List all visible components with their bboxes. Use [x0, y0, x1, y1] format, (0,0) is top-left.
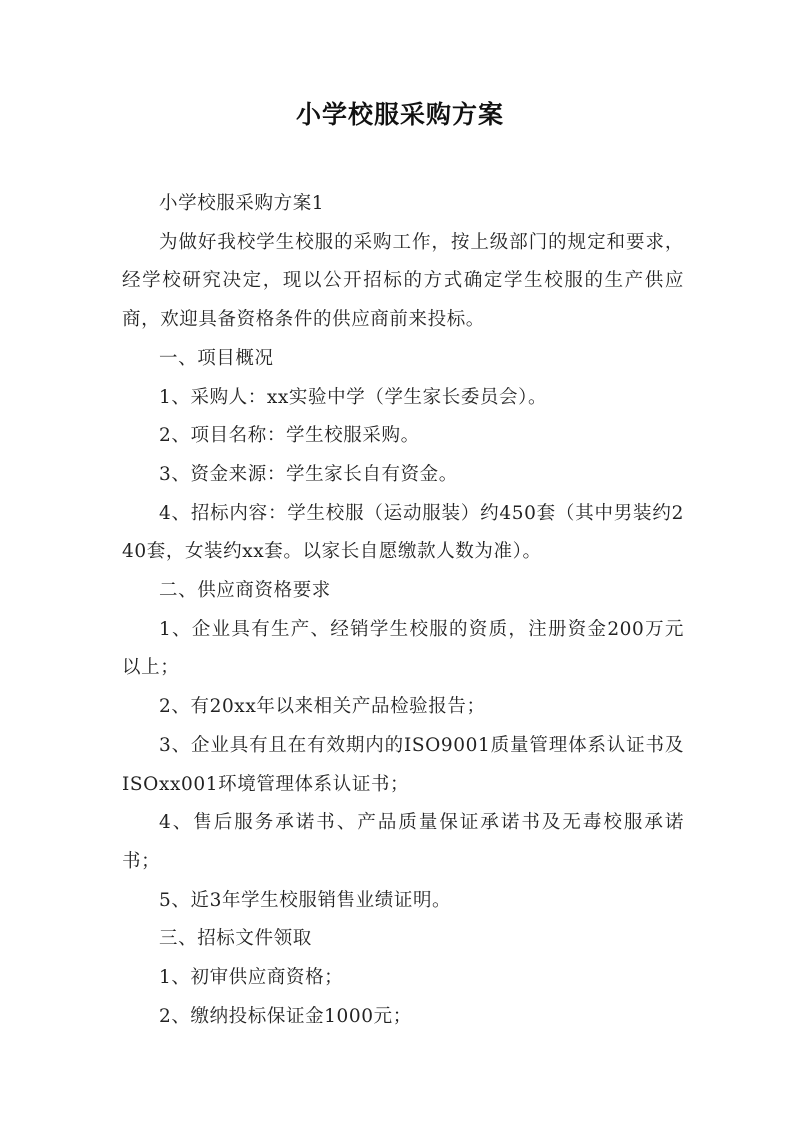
list-item: 1、企业具有生产、经销学生校服的资质，注册资金200万元以上；: [122, 618, 684, 679]
list-item: 2、项目名称：学生校服采购。: [159, 425, 420, 447]
list-item: 3、企业具有且在有效期内的ISO9001质量管理体系认证书及ISOxx001环境管理体系认证书；: [122, 734, 684, 795]
document-body: [122, 185, 684, 1036]
list-item: 1、初审供应商资格；: [159, 967, 344, 989]
section-heading-tender-documents: 三、招标文件领取: [159, 928, 312, 950]
list-item: 2、有20xx年以来相关产品检验报告；: [159, 696, 486, 718]
list-item: 4、招标内容：学生校服（运动服装）约450套（其中男装约240套，女装约xx套。以家长自愿缴款人数为准）。: [122, 502, 684, 563]
section-heading-supplier-requirements: 二、供应商资格要求: [159, 580, 331, 602]
document-title: 小学校服采购方案: [295, 100, 504, 129]
paragraph-intro: 为做好我校学生校服的采购工作，按上级部门的规定和要求，经学校研究决定，现以公开招标的方式确定学生校服的生产供应商，欢迎具备资格条件的供应商前来投标。: [122, 231, 684, 331]
paragraph-heading-1: 小学校服采购方案1: [159, 193, 325, 214]
list-item: 5、近3年学生校服销售业绩证明。: [159, 889, 452, 911]
list-item: 4、售后服务承诺书、产品质量保证承诺书及无毒校服承诺书；: [122, 812, 684, 872]
list-item: 3、资金来源：学生家长自有资金。: [159, 463, 458, 485]
list-item: 2、缴纳投标保证金1000元；: [159, 1005, 412, 1027]
section-heading-project-overview: 一、项目概况: [159, 347, 274, 369]
list-item: 1、采购人：xx实验中学（学生家长委员会）。: [159, 386, 548, 408]
